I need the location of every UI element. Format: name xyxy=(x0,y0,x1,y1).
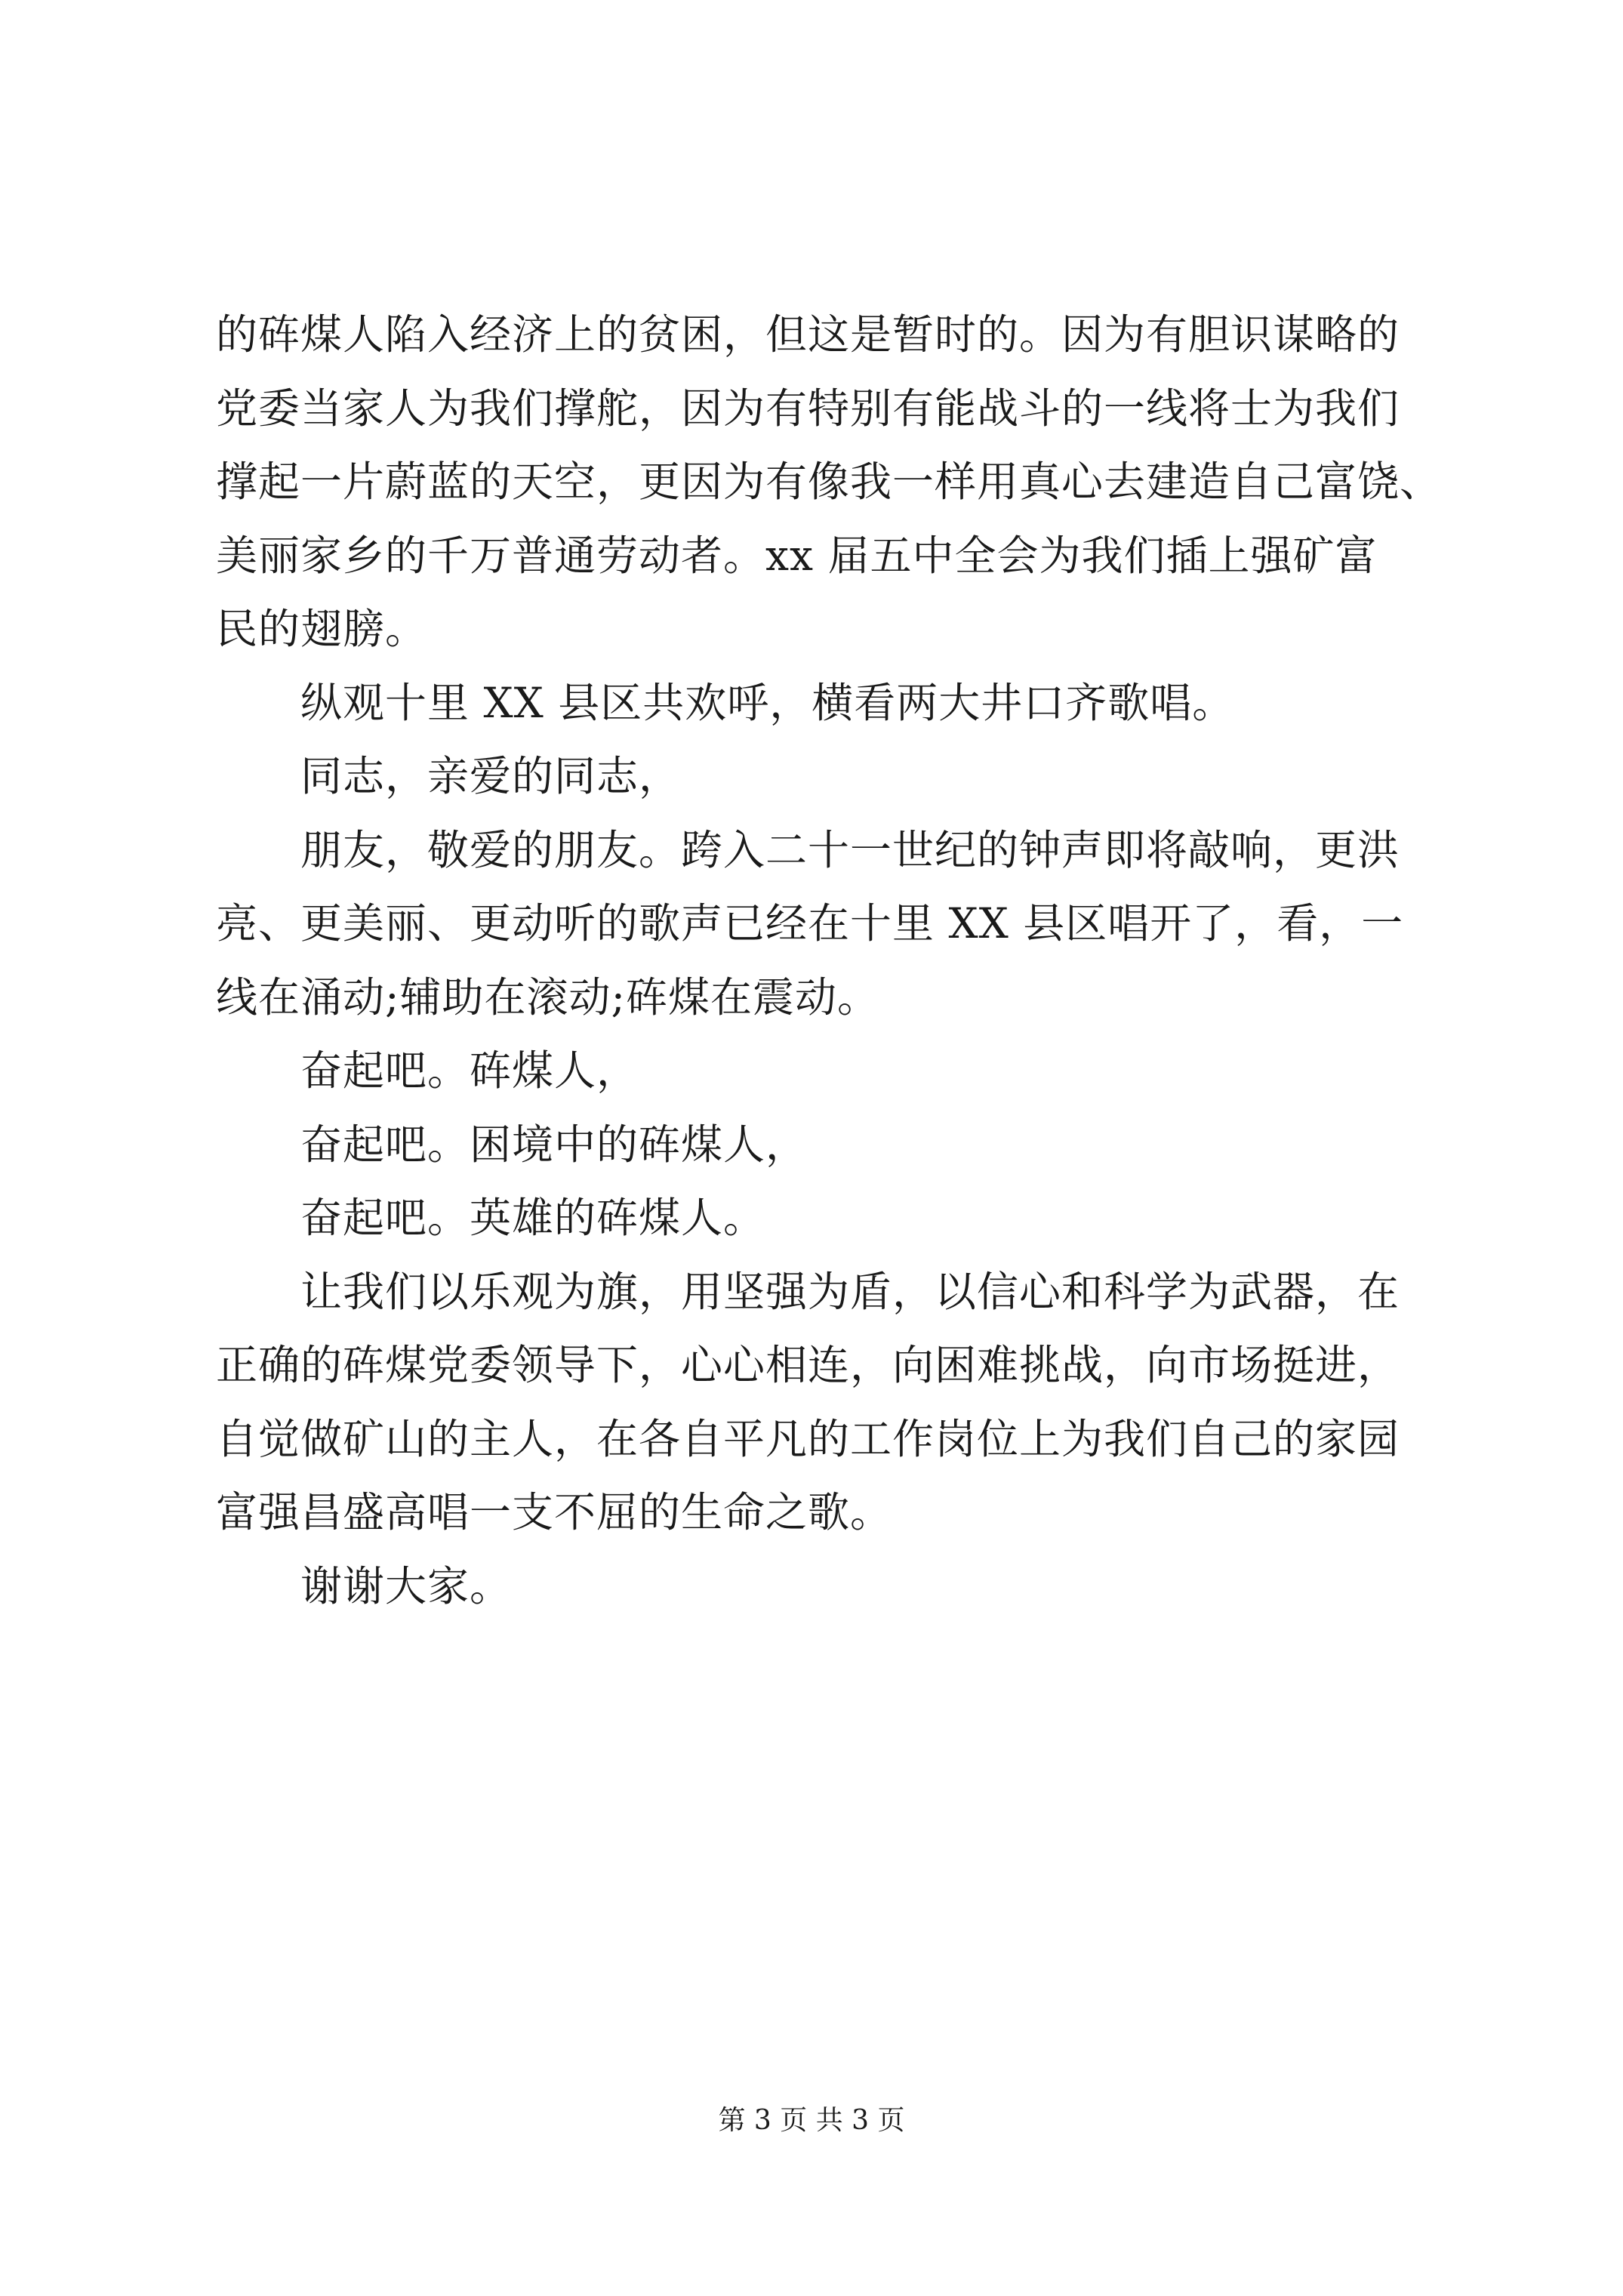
page-number-label: 第 3 页 共 3 页 xyxy=(718,2105,905,2136)
paragraph-line: 富强昌盛高唱一支不屈的生命之歌。 xyxy=(216,1488,893,1536)
paragraph-line: 同志，亲爱的同志， xyxy=(300,752,682,800)
paragraph-4 xyxy=(216,814,1484,1035)
paragraph-3 xyxy=(216,740,1484,814)
paragraph-line: 党委当家人为我们撑舵，因为有特别有能战斗的一线将士为我们 xyxy=(216,384,1400,433)
paragraph-line: 撑起一片蔚蓝的天空，更因为有像我一样用真心去建造自己富饶、 xyxy=(216,458,1443,506)
paragraph-2 xyxy=(216,667,1484,741)
page-footer xyxy=(0,2104,1623,2137)
paragraph-line: 奋起吧。困境中的砗煤人， xyxy=(300,1120,808,1169)
paragraph-7 xyxy=(216,1182,1484,1256)
paragraph-line: 自觉做矿山的主人，在各自平凡的工作岗位上为我们自己的家园 xyxy=(216,1414,1400,1463)
paragraph-line: 奋起吧。砗煤人， xyxy=(300,1046,639,1095)
paragraph-line: 的砗煤人陷入经济上的贫困，但这是暂时的。因为有胆识谋略的 xyxy=(216,310,1400,359)
paragraph-1 xyxy=(216,298,1484,667)
paragraph-9 xyxy=(216,1550,1484,1624)
paragraph-line: 正确的砗煤党委领导下，心心相连，向困难挑战，向市场挺进， xyxy=(216,1341,1400,1389)
paragraph-line: 民的翅膀。 xyxy=(216,605,428,653)
paragraph-line: 纵观十里 XX 县区共欢呼，横看两大井口齐歌唱。 xyxy=(300,678,1235,727)
paragraph-line: 线在涌动;辅助在滚动;砗煤在震动。 xyxy=(216,972,880,1022)
paragraph-6 xyxy=(216,1108,1484,1182)
paragraph-line: 美丽家乡的千万普通劳动者。xx 届五中全会为我们插上强矿富 xyxy=(216,531,1378,580)
paragraph-line: 亮、更美丽、更动听的歌声已经在十里 XX 县区唱开了，看，一 xyxy=(216,899,1404,948)
paragraph-line: 奋起吧。英雄的砗煤人。 xyxy=(300,1194,766,1242)
paragraph-line: 谢谢大家。 xyxy=(300,1561,513,1610)
paragraph-5 xyxy=(216,1034,1484,1108)
paragraph-line: 朋友，敬爱的朋友。跨入二十一世纪的钟声即将敲响，更洪 xyxy=(300,825,1400,874)
paragraph-line: 让我们以乐观为旗，用坚强为盾，以信心和科学为武器，在 xyxy=(300,1267,1400,1316)
paragraph-8 xyxy=(216,1256,1484,1550)
document-body xyxy=(216,298,1484,1623)
